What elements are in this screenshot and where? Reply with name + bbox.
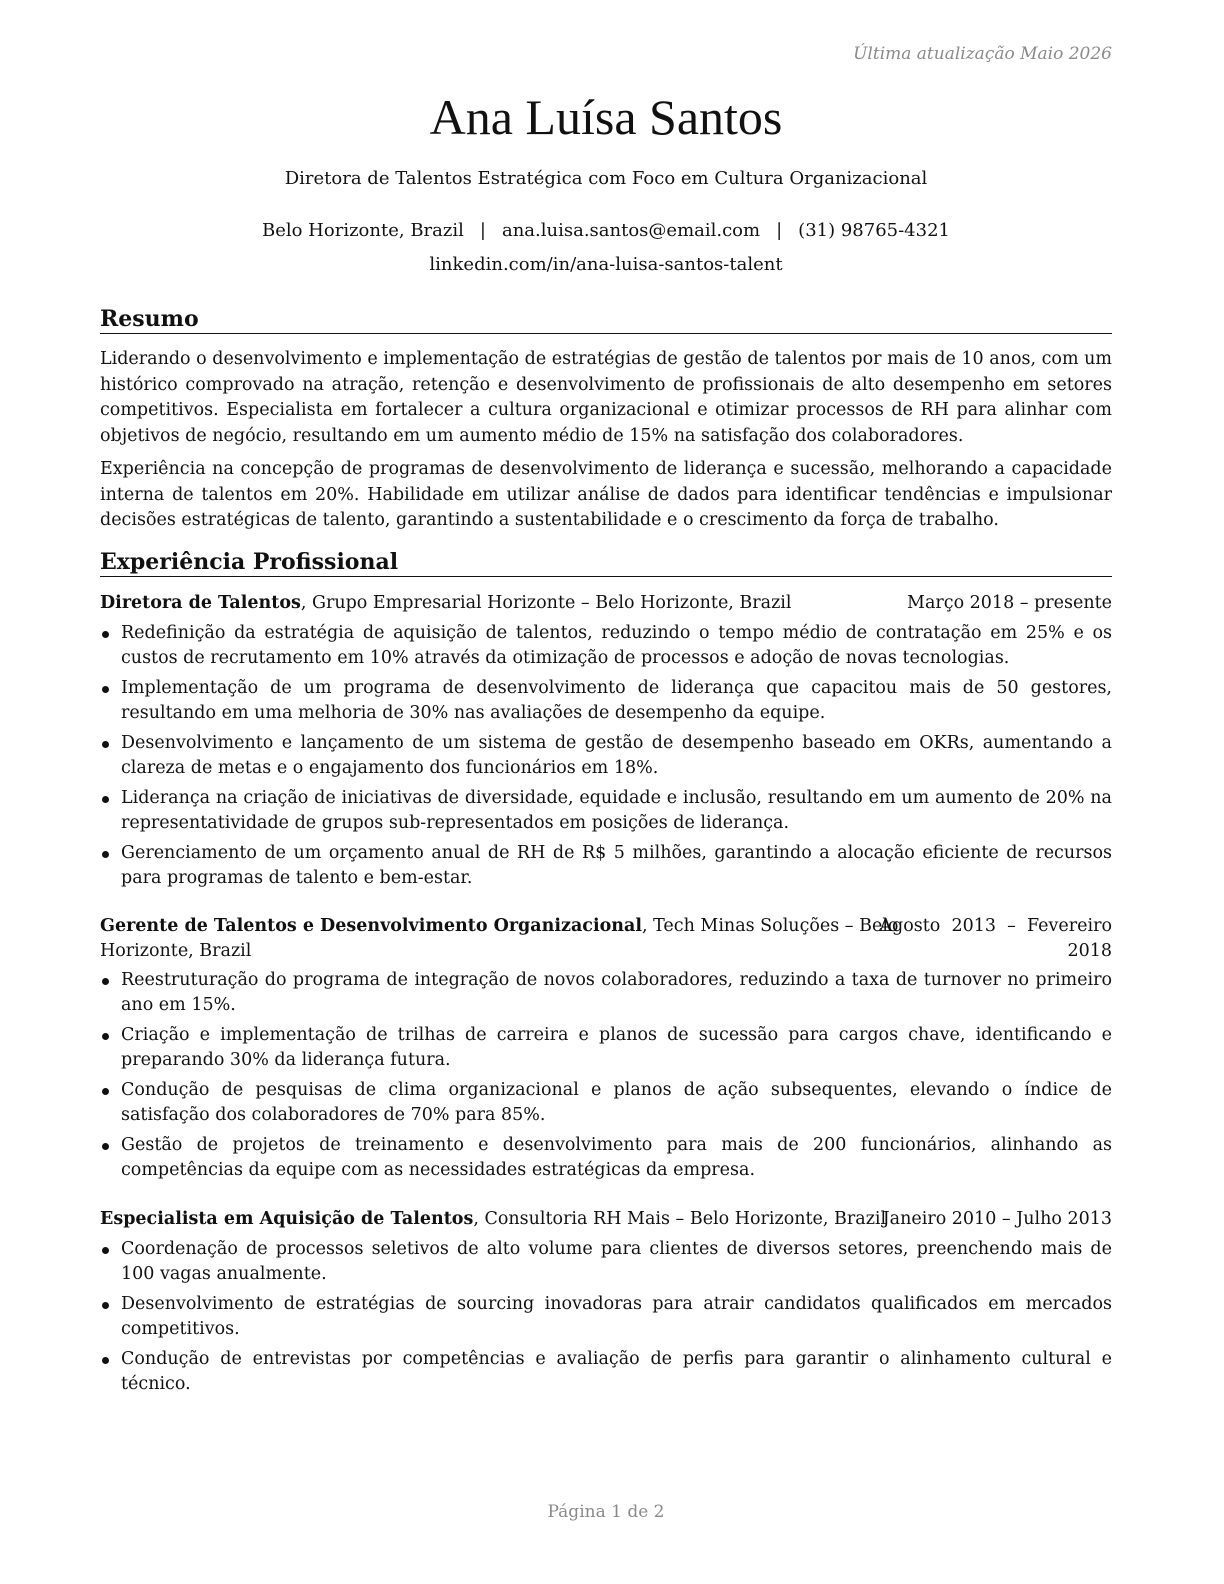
job-company-line2: Horizonte, Brazil [100,941,252,961]
bullet-icon [102,1302,109,1309]
list-item: Implementação de um programa de desenvolvimento de liderança que capacitou mais de 50 gestores, resultando em uma melhoria de 30% nas avaliações de desempenho da equipe. [100,676,1112,726]
job-bullets [100,621,1112,896]
job-role: Gerente de Talentos e Desenvolvimento Organizacional [100,916,642,936]
job-bullets [100,968,1112,1188]
job-dates: Agosto 2013 – Fevereiro [879,916,1112,936]
job-bullets [100,1237,1112,1402]
job-dates-line2: 2018 [1067,941,1112,961]
list-item: Liderança na criação de iniciativas de diversidade, equidade e inclusão, resultando em um aumento de 20% na representatividade de grupos sub-representados em posições de liderança. [100,786,1112,836]
job-title-company [100,591,792,616]
contact-separator: | [479,220,486,241]
contact-separator: | [776,220,783,241]
candidate-name: Ana Luísa Santos [429,89,783,145]
list-item: Reestruturação do programa de integração de novos colaboradores, reduzindo a taxa de turnover no primeiro ano em 15%. [100,968,1112,1018]
job-role: Especialista em Aquisição de Talentos [100,1209,474,1229]
list-item: Criação e implementação de trilhas de carreira e planos de sucessão para cargos chave, identificando e preparando 30% da liderança futura. [100,1023,1112,1073]
bullet-icon [102,686,109,693]
bullet-icon [102,851,109,858]
page-number: Página 1 de 2 [547,1502,665,1522]
phone: (31) 98765-4321 [798,220,950,241]
job-title-company [100,914,898,939]
bullet-icon [102,1033,109,1040]
list-item: Condução de entrevistas por competências e avaliação de perfis para garantir o alinhamento cultural e técnico. [100,1347,1112,1397]
job-dates: Janeiro 2010 – Julho 2013 [882,1209,1112,1229]
job-company: , Tech Minas Soluções – Belo [641,916,899,936]
list-item: Gerenciamento de um orçamento anual de RH de R$ 5 milhões, garantindo a alocação eficiente de recursos para programas de talento e bem-estar. [100,841,1112,891]
list-item: Redefinição da estratégia de aquisição de talentos, reduzindo o tempo médio de contratação em 25% e os custos de recrutamento em 10% através da otimização de processos e adoção de novas tecnologias. [100,621,1112,671]
summary-paragraph: Liderando o desenvolvimento e implementação de estratégias de gestão de talentos por mais de 10 anos, com um histórico comprovado na atração, retenção e desenvolvimento de profissionais de alto desempenho em setores competitivos. Especialista em fortalecer a cultura organizacional e otimizar processos de RH para alinhar com objetivos de negócio, resultando em um aumento médio de 15% na satisfação dos colaboradores. [100,349,1112,446]
bullet-icon [102,1357,109,1364]
list-item: Desenvolvimento de estratégias de sourcing inovadoras para atrair candidatos qualificados em mercados competitivos. [100,1292,1112,1342]
job-company: , Grupo Empresarial Horizonte – Belo Horizonte, Brazil [300,593,792,613]
resume-page [100,0,1112,1584]
section-title-summary: Resumo [100,306,1112,334]
email-link[interactable]: ana.luisa.santos@email.com [501,220,761,241]
section-title-experience: Experiência Profissional [100,549,1112,577]
bullet-icon [102,1088,109,1095]
last-updated: Última atualização Maio 2026 [853,44,1112,64]
list-item: Condução de pesquisas de clima organizacional e planos de ação subsequentes, elevando o índice de satisfação dos colaboradores de 70% para 85%. [100,1078,1112,1128]
bullet-icon [102,1143,109,1150]
list-item: Desenvolvimento e lançamento de um sistema de gestão de desempenho baseado em OKRs, aumentando a clareza de metas e o engajamento dos funcionários em 18%. [100,731,1112,781]
job-company: , Consultoria RH Mais – Belo Horizonte, Brazil [473,1209,887,1229]
list-item: Coordenação de processos seletivos de alto volume para clientes de diversos setores, preenchendo mais de 100 vagas anualmente. [100,1237,1112,1287]
job-dates: Março 2018 – presente [907,593,1112,613]
job-title-company [100,1207,886,1232]
headline: Diretora de Talentos Estratégica com Foco em Cultura Organizacional [284,168,928,189]
bullet-icon [102,631,109,638]
bullet-icon [102,796,109,803]
bullet-icon [102,978,109,985]
linkedin-link[interactable]: linkedin.com/in/ana-luisa-santos-talent [429,254,783,275]
bullet-icon [102,741,109,748]
summary-paragraph: Experiência na concepção de programas de desenvolvimento de liderança e sucessão, melhorando a capacidade interna de talentos em 20%. Habilidade em utilizar análise de dados para identificar tendências e impulsionar decisões estratégicas de talento, garantindo a sustentabilidade e o crescimento da força de trabalho. [100,459,1112,530]
contact-line [100,220,1112,241]
job-role: Diretora de Talentos [100,593,301,613]
bullet-icon [102,1247,109,1254]
list-item: Gestão de projetos de treinamento e desenvolvimento para mais de 200 funcionários, alinhando as competências da equipe com as necessidades estratégicas da empresa. [100,1133,1112,1183]
location: Belo Horizonte, Brazil [261,220,464,241]
